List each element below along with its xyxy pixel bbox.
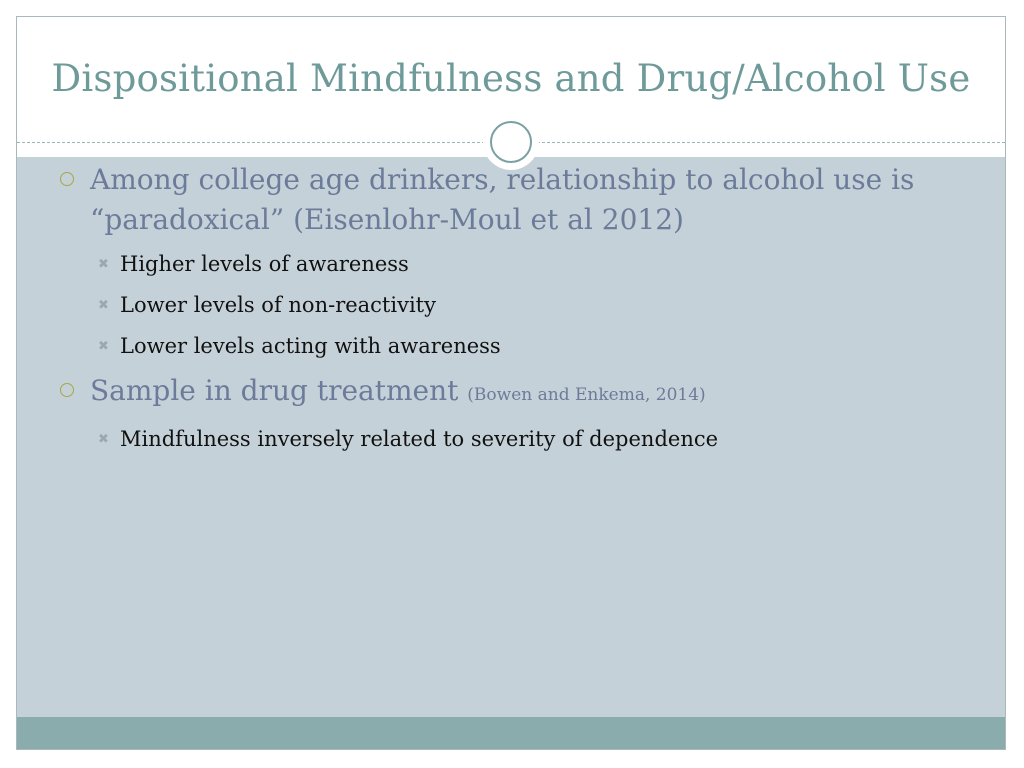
circle-bullet-icon	[60, 172, 74, 186]
ring-ornament-inner	[490, 121, 532, 163]
sub-bullet-point	[60, 285, 970, 326]
sub-bullet-point	[60, 244, 970, 285]
cross-bullet-icon: ✖	[98, 432, 109, 447]
cross-bullet-icon: ✖	[98, 257, 109, 272]
sub-bullet-point	[60, 326, 970, 367]
slide-content	[60, 160, 970, 460]
cross-bullet-icon: ✖	[98, 298, 109, 313]
sub-bullet-text: Mindfulness inversely related to severity of dependence	[120, 427, 719, 451]
sub-bullet-text: Higher levels of awareness	[120, 252, 409, 276]
bullet-citation: (Bowen and Enkema, 2014)	[467, 385, 706, 405]
sub-bullet-point	[60, 419, 970, 460]
sub-bullet-text: Lower levels acting with awareness	[120, 334, 501, 358]
sub-bullet-text: Lower levels of non-reactivity	[120, 293, 436, 317]
bullet-text: Sample in drug treatment	[90, 374, 459, 407]
bullet-text: Among college age drinkers, relationship to alcohol use is “paradoxical” (Eisenlohr-Moul et al 2012)	[90, 163, 915, 236]
circle-bullet-icon	[60, 383, 74, 397]
slide-title: Dispositional Mindfulness and Drug/Alcohol Use	[51, 57, 971, 100]
bullet-point	[60, 371, 970, 415]
bullet-point	[60, 160, 970, 240]
cross-bullet-icon: ✖	[98, 339, 109, 354]
slide-footer-bar	[17, 717, 1005, 750]
